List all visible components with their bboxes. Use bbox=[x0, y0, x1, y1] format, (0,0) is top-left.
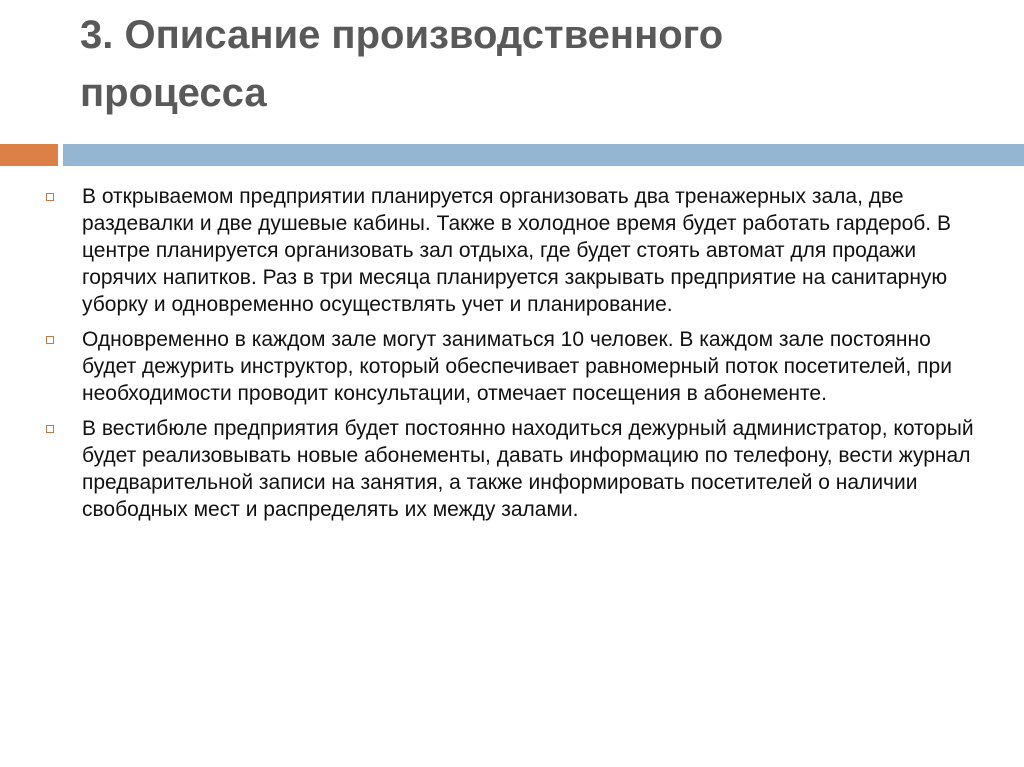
bullet-text: В открываемом предприятии планируется организовать два тренажерных зала, две раздевалки и две душевые кабины. Также в холодное время будет работать гардероб. В центре планируется организовать зал отдыха, где будет стоять автомат для продажи горячих напитков. Раз в три месяца планируется закрывать предприятие на санитарную уборку и одновременно осуществлять учет и планирование. bbox=[82, 185, 951, 316]
bullet-list bbox=[40, 183, 990, 531]
square-bullet-icon bbox=[46, 193, 54, 201]
square-bullet-icon bbox=[46, 425, 54, 433]
accent-bar-orange bbox=[0, 144, 58, 166]
bullet-text: Одновременно в каждом зале могут заниматься 10 человек. В каждом зале постоянно будет дежурить инструктор, который обеспечивает равномерный поток посетителей, при необходимости проводит консультации, отмечает посещения в абонементе. bbox=[82, 328, 952, 405]
square-bullet-icon bbox=[46, 336, 54, 344]
bullet-item-3 bbox=[40, 415, 990, 523]
bullet-item-1 bbox=[40, 183, 990, 318]
bullet-text: В вестибюле предприятия будет постоянно находиться дежурный администратор, который будет реализовывать новые абонементы, давать информацию по телефону, вести журнал предварительной записи на занятия, а также информировать посетителей о наличии свободных мест и распределять их между залами. bbox=[82, 417, 974, 521]
slide-title-line-1: 3. Описание производственного bbox=[80, 13, 724, 57]
slide-title-line-2: процесса bbox=[80, 71, 267, 115]
slide-title bbox=[80, 6, 980, 122]
accent-bar-blue bbox=[63, 144, 1024, 166]
bullet-item-2 bbox=[40, 326, 990, 407]
